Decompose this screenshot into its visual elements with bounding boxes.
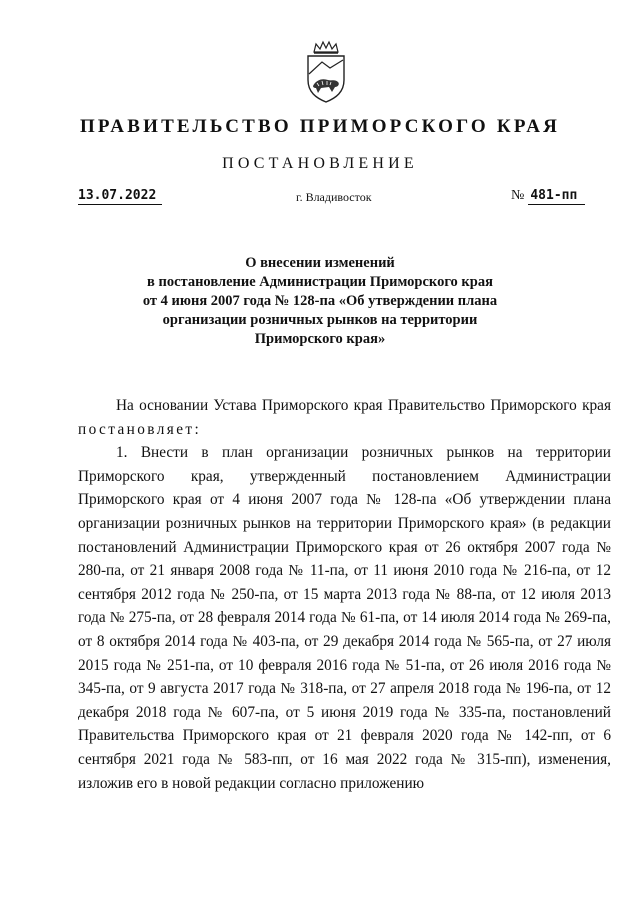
heading-line: О внесении изменений (245, 255, 395, 271)
paragraph-item-1: 1. Внести в план организации розничных рынков на территории Приморского края, утвержденный постановлением Администрации Приморского края от 4 июня 2007 года № 128-па «Об утверждении плана организации розничных рынков на территории Приморского края» (в редакции постановлений Администрации Приморского края от 26 октября 2007 года № 280-па, от 21 января 2008 года № 11-па, от 11 июня 2010 года № 216-па, от 12 сентября 2012 года № 250-па, от 15 марта 2013 года № 88-па, от 12 июля 2013 года № 275-па, от 28 февраля 2014 года № 61-па, от 14 июля 2014 года № 269-па, от 8 октября 2014 года № 403-па, от 29 декабря 2014 года № 565-па, от 27 июля 2015 года № 251-па, от 10 февраля 2016 года № 51-па, от 26 июля 2016 года № 345-па, от 9 августа 2017 года № 318-па, от 27 апреля 2018 года № 196-па, от 12 декабря 2018 года № 607-па, от 5 июня 2019 года № 335-па, постановлений Правительства Приморского края от 21 февраля 2020 года № 142-пп, от 6 сентября 2021 года № 583-пп, от 16 мая 2022 года № 315-пп), изменения, изложив его в новой редакции согласно приложению (78, 444, 611, 792)
document-heading (90, 254, 550, 349)
document-number (511, 188, 585, 204)
document-body (78, 394, 611, 795)
coat-of-arms-icon (302, 40, 350, 104)
government-title: ПРАВИТЕЛЬСТВО ПРИМОРСКОГО КРАЯ (79, 116, 561, 137)
heading-line: организации розничных рынков на территории (162, 312, 478, 328)
heading-line: в постановление Администрации Приморского края (147, 274, 493, 290)
heading-line: от 4 июня 2007 года № 128-па «Об утверждении плана (142, 293, 498, 309)
number-value: 481-пп (528, 188, 585, 205)
heading-line: Приморского края» (254, 331, 386, 347)
preamble-resolves: постановляет: (78, 420, 202, 438)
document-date: 13.07.2022 (78, 188, 162, 205)
number-sign: № (511, 188, 525, 203)
document-city: г. Владивосток (296, 190, 372, 204)
paragraph-preamble (78, 394, 611, 441)
document-type: ПОСТАНОВЛЕНИЕ (222, 155, 418, 172)
preamble-text: На основании Устава Приморского края Правительство Приморского края (116, 397, 611, 414)
